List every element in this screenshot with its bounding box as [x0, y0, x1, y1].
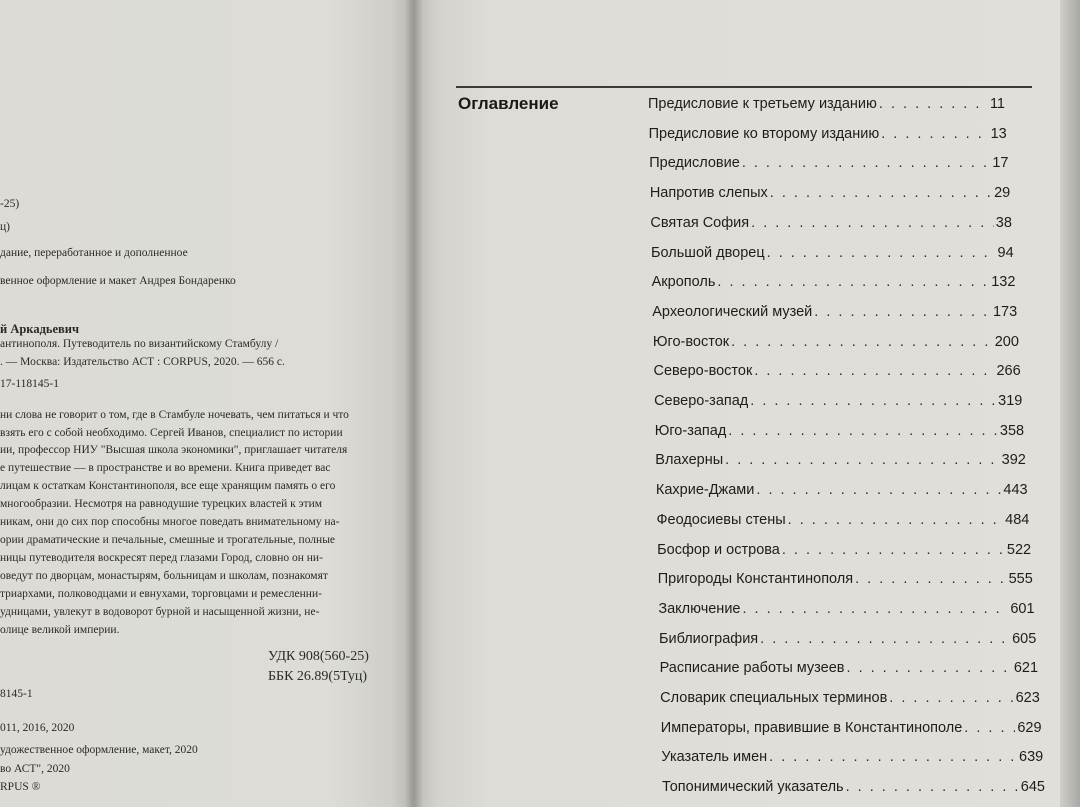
toc-entry-page: 94	[997, 244, 1014, 261]
isbn-line: 17-118145-1	[0, 378, 59, 390]
toc-leader-dots	[754, 363, 994, 379]
toc-leader-dots	[742, 155, 991, 171]
toc-entry	[659, 631, 1036, 647]
toc-entry	[649, 126, 1007, 142]
toc-entry	[652, 274, 1016, 290]
toc-entry-title: Словарик специальных терминов	[660, 690, 888, 706]
toc-entry	[661, 720, 1042, 736]
toc-leader-dots	[782, 542, 1005, 558]
toc-entry	[648, 96, 1005, 112]
toc-entry	[656, 482, 1028, 498]
toc-leader-dots	[756, 482, 1001, 498]
annotation-line: ии, профессор НИУ "Высшая школа экономики", приглашает читателя	[0, 444, 348, 456]
toc-leader-dots	[964, 720, 1015, 736]
toc-leader-dots	[847, 660, 1012, 676]
annotation-line: лицам к остаткам Константинополя, все еще хранящим память о его	[0, 480, 336, 492]
toc-entry	[653, 363, 1020, 379]
toc-entry	[650, 215, 1012, 231]
bbk-code: ББК 26.89(5Туц)	[268, 669, 368, 684]
toc-entry-title: Юго-восток	[652, 333, 730, 350]
toc-entry	[651, 245, 1014, 261]
toc-entry-title: Влахерны	[655, 452, 724, 469]
text-line: антинополя. Путеводитель по византийскому Стамбулу /	[0, 338, 279, 350]
text-line: ц)	[0, 221, 10, 233]
udk-code: УДК 908(560-25)	[268, 649, 369, 664]
toc-entry	[657, 512, 1030, 528]
toc-entry	[660, 660, 1038, 676]
annotation-line: никам, они до сих пор способны многое поведать внимательному на-	[0, 516, 340, 528]
annotation-line: удницами, увлекут в водоворот бурной и насыщенной жизни, не-	[0, 606, 320, 618]
toc-title: Оглавление	[458, 94, 559, 113]
toc-leader-dots	[767, 245, 996, 261]
annotation-line: ни слова не говорит о том, где в Стамбуле ночевать, чем питаться и что	[0, 409, 349, 421]
toc-entry-title: Святая София	[650, 214, 750, 231]
toc-entry-title: Северо-восток	[653, 363, 753, 380]
toc-entry-page: 484	[1005, 511, 1030, 528]
annotation-line: ницы путеводителя воскресят перед глазами Город, словно он ни-	[0, 552, 323, 564]
toc-entry	[662, 779, 1045, 795]
toc-entry	[658, 601, 1034, 617]
toc-leader-dots	[846, 779, 1019, 795]
toc-entry-title: Археологический музей	[652, 303, 813, 320]
toc-rule	[456, 86, 1032, 88]
annotation-line: ории драматические и печальные, смешные и трогательные, полные	[0, 534, 336, 546]
toc-leader-dots	[728, 423, 998, 439]
text-line: венное оформление и макет Андрея Бондаренко	[0, 275, 236, 287]
toc-entry	[653, 334, 1019, 350]
toc-entry-title: Пригороды Константинополя	[657, 571, 854, 588]
copyright-publisher: во АСТ", 2020	[0, 763, 70, 775]
toc-leader-dots	[742, 601, 1008, 617]
toc-entry-page: 13	[990, 125, 1007, 142]
copyright-years: 011, 2016, 2020	[0, 722, 75, 734]
toc-leader-dots	[881, 126, 988, 142]
annotation-line: олице великой империи.	[0, 624, 120, 636]
annotation-line: е путешествие — в пространстве и во времени. Книга приведет вас	[0, 462, 331, 474]
toc-leader-dots	[760, 631, 1010, 647]
toc-entry	[654, 393, 1022, 409]
toc-entry-page: 319	[998, 393, 1023, 409]
toc-entry	[658, 571, 1033, 587]
toc-entry-title: Императоры, правившие в Константинополе	[660, 719, 963, 736]
text-line: . — Москва: Издательство АСТ : CORPUS, 2020. — 656 с.	[0, 356, 285, 368]
toc-entry	[649, 155, 1008, 171]
toc-entry-title: Библиография	[658, 630, 759, 647]
toc-leader-dots	[889, 690, 1013, 706]
toc-entry	[661, 749, 1043, 765]
toc-entry-page: 200	[994, 333, 1019, 350]
toc-leader-dots	[725, 452, 1000, 468]
book-fold	[405, 0, 423, 807]
toc-entry-title: Большой дворец	[651, 244, 765, 261]
toc-entry	[655, 423, 1024, 439]
toc-leader-dots	[751, 215, 994, 231]
annotation-line: многообразии. Несмотря на равнодушие турецких властей к этим	[0, 498, 322, 510]
toc-entry-page: 522	[1006, 541, 1032, 558]
toc-entry-page: 639	[1019, 749, 1044, 766]
toc-entry-title: Напротив слепых	[649, 185, 768, 202]
toc-entry-title: Акрополь	[651, 274, 716, 291]
toc-entry-title: Северо-запад	[654, 393, 749, 409]
toc-entry-title: Феодосиевы стены	[656, 511, 786, 528]
toc-entry-page: 266	[996, 363, 1021, 380]
toc-entry	[660, 690, 1040, 706]
toc-entry-title: Предисловие	[649, 155, 740, 172]
text-line: -25)	[0, 198, 20, 210]
toc-leader-dots	[855, 571, 1006, 587]
toc-entry	[655, 452, 1026, 468]
toc-entry-page: 629	[1017, 719, 1042, 736]
toc-entry-page: 621	[1013, 660, 1039, 677]
toc-entry-page: 132	[991, 274, 1016, 291]
toc-entry-page: 38	[995, 214, 1012, 231]
annotation-line: взять его с собой необходимо. Сергей Иванов, специалист по истории	[0, 427, 343, 439]
toc-entry-page: 173	[992, 303, 1018, 320]
toc-entry-title: Босфор и острова	[657, 541, 780, 558]
toc-entry	[650, 185, 1010, 201]
toc-entry	[652, 304, 1017, 320]
toc-entry-page: 645	[1020, 779, 1045, 796]
toc-entry-title: Топонимический указатель	[662, 779, 844, 796]
left-page	[0, 0, 412, 807]
toc-entry-page: 17	[992, 155, 1009, 172]
toc-leader-dots	[788, 512, 1003, 528]
toc-leader-dots	[750, 393, 996, 409]
toc-entry-title: Предисловие к третьему изданию	[648, 96, 877, 112]
text-line: дание, переработанное и дополненное	[0, 247, 188, 259]
toc-leader-dots	[717, 274, 989, 290]
toc-leader-dots	[769, 749, 1017, 765]
toc-entry	[657, 542, 1031, 558]
toc-entry-page: 392	[1001, 452, 1026, 469]
toc-leader-dots	[770, 185, 992, 201]
toc-entry-page: 358	[999, 422, 1025, 439]
toc-entry-page: 555	[1008, 571, 1033, 588]
copyright-corpus: RPUS ®	[0, 781, 41, 793]
copyright-design: удожественное оформление, макет, 2020	[0, 744, 198, 756]
toc-entry-title: Указатель имен	[661, 749, 768, 766]
toc-entry-page: 605	[1012, 630, 1037, 647]
toc-leader-dots	[814, 304, 991, 320]
toc-entry-page: 29	[994, 185, 1011, 202]
toc-entry-page: 11	[989, 96, 1005, 112]
toc-entry-page: 623	[1015, 690, 1040, 706]
annotation-line: оведут по дворцам, монастырям, больницам и школам, познакомят	[0, 570, 328, 582]
toc-entry-page: 443	[1003, 482, 1028, 499]
toc-entry-title: Предисловие ко второму изданию	[648, 125, 880, 142]
page-edge	[1060, 0, 1080, 807]
toc-entry-title: Расписание работы музеев	[659, 660, 845, 677]
toc-leader-dots	[731, 334, 993, 350]
annotation-line: триархами, полководцами и евнухами, торговцами и ремесленни-	[0, 588, 322, 600]
toc-entry-page: 601	[1010, 600, 1035, 617]
isbn-short: 8145-1	[0, 688, 33, 700]
author-line: й Аркадьевич	[0, 322, 80, 336]
toc-entry-title: Кахрие-Джами	[655, 482, 755, 499]
toc-entry-title: Заключение	[658, 600, 741, 617]
toc-leader-dots	[879, 96, 988, 112]
toc-entry-title: Юго-запад	[654, 422, 727, 439]
